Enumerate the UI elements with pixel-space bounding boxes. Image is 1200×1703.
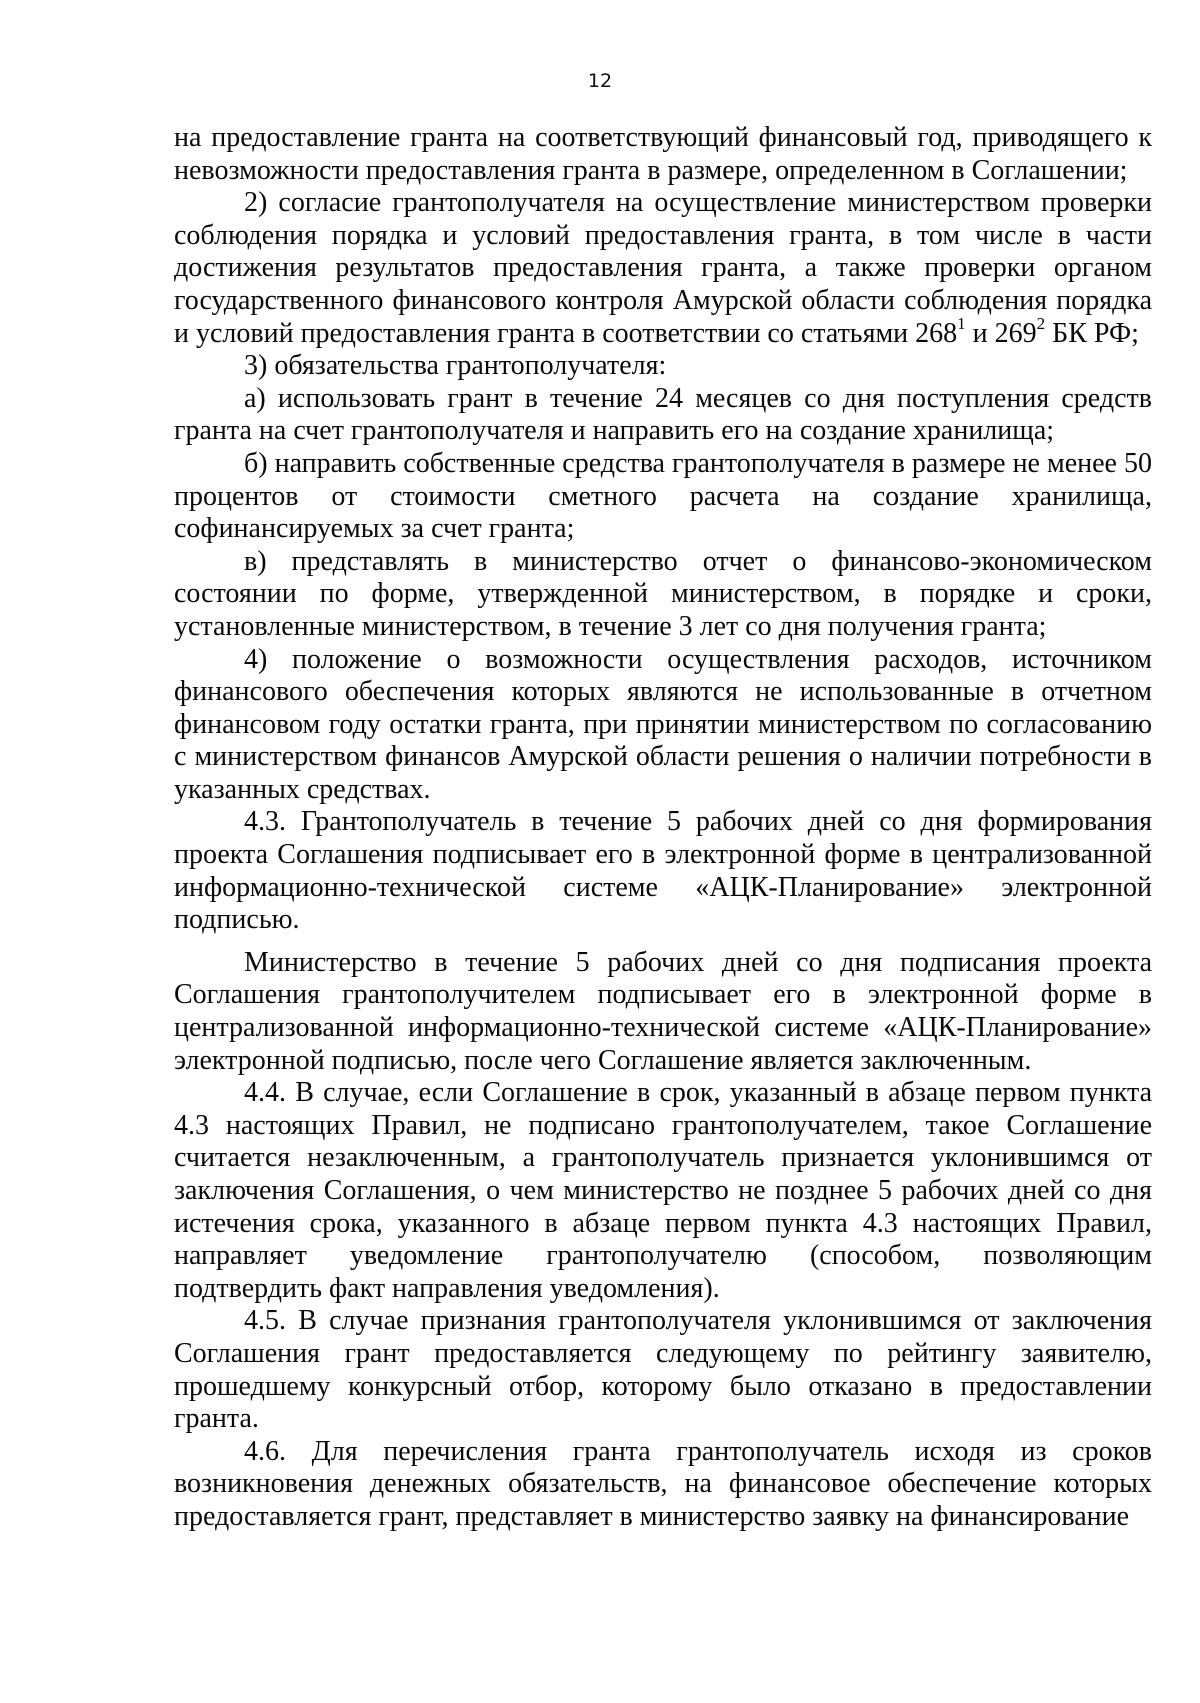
paragraph-item-2-tail: БК РФ;: [1045, 317, 1139, 349]
paragraph-4-4: 4.4. В случае, если Соглашение в срок, указанный в абзаце первом пункта 4.3 настоящих Правил, не подписано грантополучателем, такое Соглашение считается незаключенным, а грантополучатель признается уклонившимся от заключения Соглашения, о чем министерство не позднее 5 рабочих дней со дня истечения срока, указанного в абзаце первом пункта 4.3 настоящих Правил, направляет уведомление грантополучателю (способом, позволяющим подтвердить факт направления уведомления).: [174, 1077, 1152, 1304]
paragraph-item-2: [174, 187, 1152, 350]
paragraph-4-6: 4.6. Для перечисления гранта грантополучатель исходя из сроков возникновения денежных обязательств, на финансовое обеспечение которых предоставляется грант, представляет в министерство заявку на финансирование: [174, 1435, 1152, 1532]
paragraph-item-3a: а) использовать грант в течение 24 месяцев со дня поступления средств гранта на счет грантополучателя и направить его на создание хранилища;: [174, 382, 1152, 447]
paragraph-item-2-mid: и 269: [965, 317, 1037, 349]
paragraph-item-2-text: 2) согласие грантополучателя на осуществление министерством проверки соблюдения порядка и условий предоставления гранта, в том числе в части достижения результатов предоставления гранта, а также проверки органом государственного финансового контроля Амурской области соблюдения порядка и условий предоставления гранта в соответствии со статьями 268: [174, 187, 1152, 349]
paragraph-4-3: 4.3. Грантополучатель в течение 5 рабочих дней со дня формирования проекта Соглашения подписывает его в электронной форме в централизованной информационно-технической системе «АЦК-Планирование» электронной подписью.: [174, 806, 1152, 936]
document-body: [174, 122, 1152, 1534]
paragraph-item-3b: б) направить собственные средства грантополучателя в размере не менее 50 процентов от стоимости сметного расчета на создание хранилища, софинансируемых за счет гранта;: [174, 447, 1152, 545]
paragraph-item-3: 3) обязательства грантополучателя:: [244, 350, 667, 382]
page-number: 12: [587, 70, 613, 92]
paragraph-continuation: на предоставление гранта на соответствующий финансовый год, приводящего к невозможности предоставления гранта в размере, определенном в Соглашении;: [174, 122, 1152, 186]
paragraph-ministry-signing: Министерство в течение 5 рабочих дней со дня подписания проекта Соглашения грантополучителем подписывает его в электронной форме в централизованной информационно-технической системе «АЦК-Планирование» электронной подписью, после чего Соглашение является заключенным.: [174, 946, 1152, 1076]
paragraph-4-5: 4.5. В случае признания грантополучателя уклонившимся от заключения Соглашения грант предоставляется следующему по рейтингу заявителю, прошедшему конкурсный отбор, которому было отказано в предоставлении гранта.: [174, 1305, 1152, 1435]
paragraph-item-4: 4) положение о возможности осуществления расходов, источником финансового обеспечения которых являются не использованные в отчетном финансовом году остатки гранта, при принятии министерством по согласованию с министерством финансов Амурской области решения о наличии потребности в указанных средствах.: [174, 643, 1152, 805]
paragraph-item-3c: в) представлять в министерство отчет о финансово-экономическом состоянии по форме, утвержденной министерством, в порядке и сроки, установленные министерством, в течение 3 лет со дня получения гранта;: [174, 545, 1152, 642]
superscript-1: 1: [957, 314, 966, 334]
superscript-2: 2: [1036, 314, 1046, 334]
